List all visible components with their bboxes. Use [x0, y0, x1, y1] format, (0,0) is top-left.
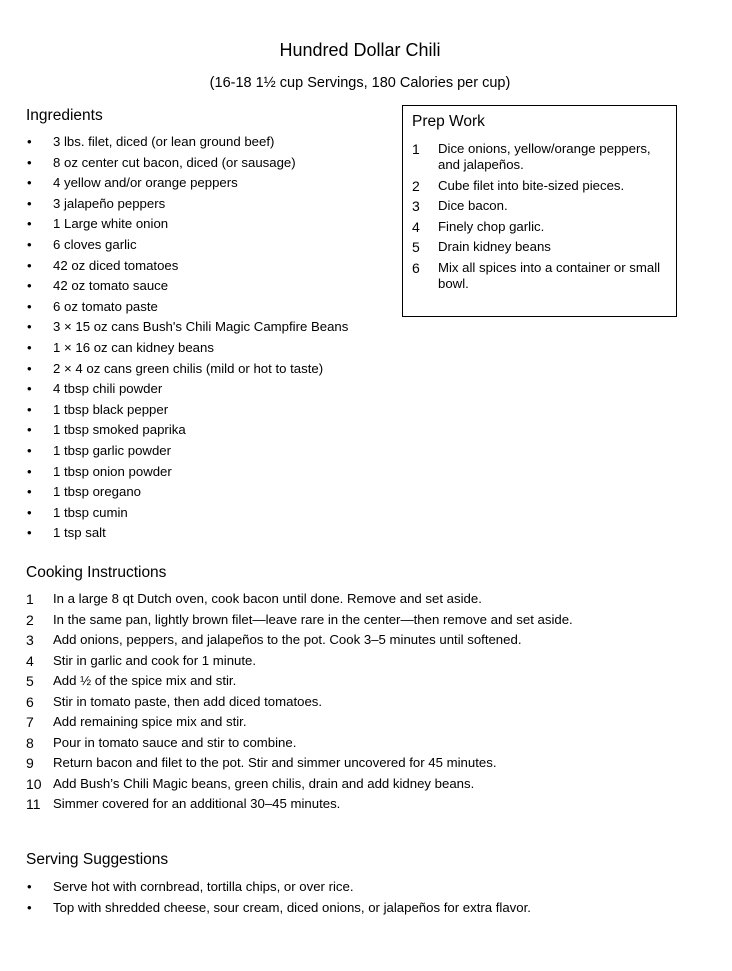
prep-step-text: Dice onions, yellow/orange peppers, and jalapeños.: [438, 141, 651, 173]
step-number: 3: [26, 632, 34, 648]
cooking-step-text: Simmer covered for an additional 30–45 minutes.: [53, 796, 341, 811]
prep-step: [412, 198, 670, 214]
ingredient-item-text: 6 cloves garlic: [53, 236, 137, 252]
cooking-step-text: Add onions, peppers, and jalapeños to the pot. Cook 3–5 minutes until softened.: [53, 632, 522, 647]
ingredient-item-text: 1 tsp salt: [53, 525, 106, 541]
ingredient-item-text: 2 × 4 oz cans green chilis (mild or hot to taste): [53, 360, 324, 376]
cooking-step-text: Return bacon and filet to the pot. Stir and simmer uncovered for 45 minutes.: [53, 755, 497, 770]
ingredient-item-text: 1 tbsp smoked paprika: [53, 422, 186, 438]
bullet-marker: •: [27, 319, 32, 335]
ingredient-item: [26, 134, 396, 155]
step-number: 10: [26, 775, 42, 792]
cooking-step: [26, 755, 586, 771]
serving-item-text: Serve hot with cornbread, tortilla chips, or over rice.: [53, 879, 354, 894]
bullet-marker: •: [27, 216, 32, 232]
ingredient-item-text: 8 oz center cut bacon, diced (or sausage): [53, 154, 296, 170]
step-number: 6: [26, 693, 34, 710]
prep-step-text: Dice bacon.: [438, 198, 508, 214]
prep-work-heading: Prep Work: [412, 113, 485, 130]
bullet-marker: •: [27, 879, 32, 894]
prep-step: [412, 141, 670, 174]
ingredient-item: [26, 525, 396, 546]
cooking-step: [26, 632, 586, 648]
bullet-marker: •: [27, 422, 32, 438]
step-number: 2: [412, 177, 420, 194]
serving-item: [26, 879, 626, 900]
ingredients-list: [26, 134, 396, 546]
ingredient-item: [26, 381, 396, 402]
step-number: 6: [412, 259, 420, 276]
recipe-title: Hundred Dollar Chili: [279, 40, 441, 60]
step-number: 1: [26, 591, 34, 607]
ingredient-item: [26, 155, 396, 176]
cooking-step-text: Add Bush’s Chili Magic beans, green chilis, drain and add kidney beans.: [53, 775, 475, 791]
cooking-step: [26, 796, 586, 812]
ingredient-item-text: 4 tbsp chili powder: [53, 381, 163, 397]
ingredient-item: [26, 505, 396, 526]
prep-step-text: Finely chop garlic.: [438, 218, 545, 234]
bullet-marker: •: [27, 381, 32, 397]
serving-item-text: Top with shredded cheese, sour cream, diced onions, or jalapeños for extra flavor.: [53, 899, 531, 915]
bullet-marker: •: [27, 442, 32, 458]
cooking-instructions-list: [26, 591, 586, 817]
step-number: 2: [26, 611, 34, 628]
bullet-marker: •: [27, 504, 32, 520]
step-number: 4: [26, 652, 34, 669]
cooking-step: [26, 673, 586, 689]
ingredient-item: [26, 361, 396, 382]
prep-step-text: Cube filet into bite-sized pieces.: [438, 177, 625, 193]
prep-step: [412, 239, 670, 255]
cooking-step: [26, 612, 586, 628]
ingredient-item: [26, 175, 396, 196]
ingredient-item-text: 4 yellow and/or orange peppers: [53, 175, 238, 191]
serving-item: [26, 900, 626, 921]
ingredient-item-text: 1 Large white onion: [53, 216, 169, 232]
ingredient-item: [26, 402, 396, 423]
ingredient-item-text: 1 tbsp black pepper: [53, 401, 169, 417]
ingredient-item: [26, 278, 396, 299]
prep-step: [412, 219, 670, 235]
cooking-step: [26, 714, 586, 730]
bullet-marker: •: [27, 278, 32, 294]
bullet-marker: •: [27, 360, 32, 376]
cooking-step: [26, 591, 586, 607]
prep-work-list: [412, 141, 670, 297]
cooking-step: [26, 735, 586, 751]
bullet-marker: •: [27, 298, 32, 314]
ingredient-item-text: 3 jalapeño peppers: [53, 195, 166, 211]
bullet-marker: •: [27, 154, 32, 170]
cooking-step-text: Add remaining spice mix and stir.: [53, 714, 247, 729]
ingredient-item: [26, 258, 396, 279]
bullet-marker: •: [27, 463, 32, 479]
step-number: 5: [26, 673, 34, 689]
serving-suggestions-heading: Serving Suggestions: [26, 851, 169, 868]
ingredient-item: [26, 319, 396, 340]
cooking-step: [26, 694, 586, 710]
ingredient-item-text: 1 × 16 oz can kidney beans: [53, 339, 214, 355]
step-number: 5: [412, 239, 420, 256]
step-number: 9: [26, 755, 34, 771]
bullet-marker: •: [27, 401, 32, 417]
bullet-marker: •: [27, 257, 32, 273]
ingredient-item: [26, 422, 396, 443]
step-number: 7: [26, 714, 34, 730]
ingredient-item-text: 3 lbs. filet, diced (or lean ground beef): [53, 134, 275, 149]
ingredient-item-text: 42 oz diced tomatoes: [53, 257, 179, 273]
bullet-marker: •: [27, 236, 32, 252]
cooking-step-text: Stir in tomato paste, then add diced tomatoes.: [53, 693, 323, 709]
bullet-marker: •: [27, 339, 32, 355]
prep-step-text: Drain kidney beans: [438, 239, 551, 255]
bullet-marker: •: [27, 175, 32, 191]
prep-step-text: Mix all spices into a container or small bowl.: [438, 259, 661, 292]
cooking-step-text: In a large 8 qt Dutch oven, cook bacon until done. Remove and set aside.: [53, 591, 482, 606]
ingredient-item: [26, 443, 396, 464]
ingredient-item: [26, 196, 396, 217]
ingredient-item-text: 42 oz tomato sauce: [53, 278, 169, 294]
ingredient-item-text: 3 × 15 oz cans Bush's Chili Magic Campfire Beans: [53, 319, 349, 335]
cooking-instructions-heading: Cooking Instructions: [26, 564, 167, 581]
ingredient-item: [26, 464, 396, 485]
ingredient-item: [26, 237, 396, 258]
step-number: 3: [412, 198, 420, 215]
ingredient-item: [26, 299, 396, 320]
ingredient-item-text: 6 oz tomato paste: [53, 298, 158, 314]
ingredient-item-text: 1 tbsp cumin: [53, 504, 128, 520]
cooking-step: [26, 776, 586, 792]
bullet-marker: •: [27, 484, 32, 500]
cooking-step-text: Add ½ of the spice mix and stir.: [53, 673, 237, 688]
cooking-step-text: Stir in garlic and cook for 1 minute.: [53, 652, 257, 668]
prep-step: [412, 178, 670, 194]
bullet-marker: •: [27, 195, 32, 211]
cooking-step-text: In the same pan, lightly brown filet—leave rare in the center—then remove and set aside.: [53, 611, 573, 627]
bullet-marker: •: [27, 899, 32, 915]
cooking-step-text: Pour in tomato sauce and stir to combine.: [53, 734, 297, 750]
prep-step: [412, 260, 670, 293]
ingredient-item-text: 1 tbsp onion powder: [53, 463, 172, 479]
step-number: 1: [412, 141, 420, 157]
cooking-step: [26, 653, 586, 669]
step-number: 11: [26, 796, 41, 812]
ingredient-item: [26, 484, 396, 505]
step-number: 4: [412, 218, 420, 235]
step-number: 8: [26, 734, 34, 751]
bullet-marker: •: [27, 525, 32, 541]
recipe-subtitle: (16-18 1½ cup Servings, 180 Calories per cup): [209, 75, 511, 91]
bullet-marker: •: [27, 134, 32, 149]
ingredients-heading: Ingredients: [26, 107, 103, 124]
ingredient-item-text: 1 tbsp garlic powder: [53, 442, 172, 458]
ingredient-item-text: 1 tbsp oregano: [53, 484, 141, 500]
prep-work-box: [402, 105, 677, 317]
ingredient-item: [26, 216, 396, 237]
serving-suggestions-list: [26, 879, 626, 920]
ingredient-item: [26, 340, 396, 361]
